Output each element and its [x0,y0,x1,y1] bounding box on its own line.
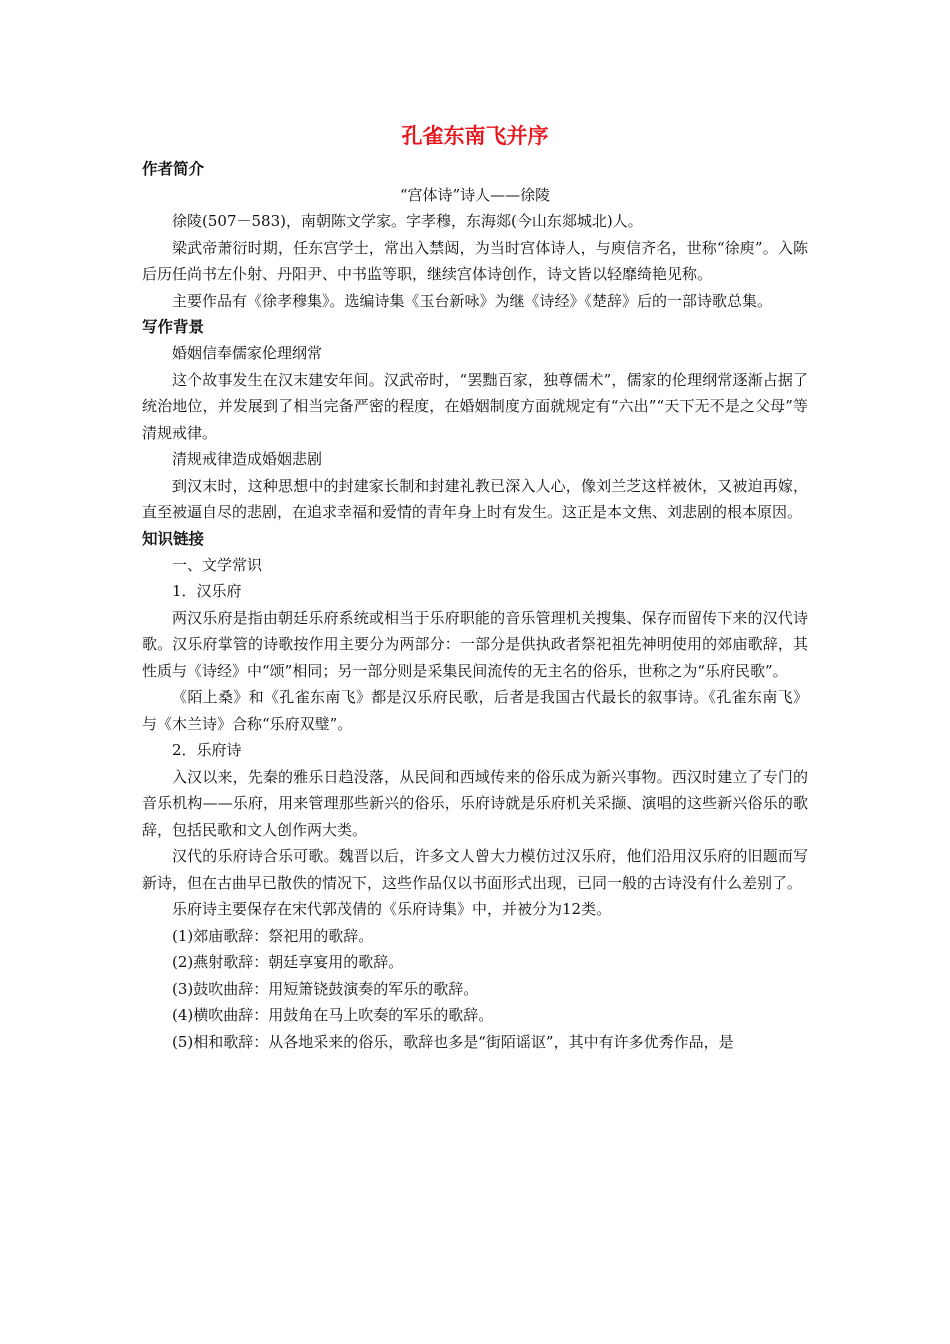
author-paragraph-3: 主要作品有《徐孝穆集》。选编诗集《玉台新咏》为继《诗经》《楚辞》后的一部诗歌总集。 [172,291,773,310]
document-page [142,118,808,1055]
author-subtitle: “宫体诗”诗人——徐陵 [399,186,551,204]
background-subheading-2: 清规戒律造成婚姻悲剧 [172,450,323,468]
knowledge-subheading-han-yuefu: 1．汉乐府 [172,582,242,600]
list-item: (4)横吹曲辞：用鼓角在马上吹奏的军乐的歌辞。 [172,1006,494,1024]
background-section [142,314,808,526]
knowledge-subheading-literary: 一、文学常识 [172,555,263,574]
knowledge-paragraph-4: 汉代的乐府诗合乐可歌。魏晋以后，许多文人曾大力模仿过汉乐府，他们沿用汉乐府的旧题而写新诗，但在古曲早已散佚的情况下，这些作品仅以书面形式出现，已同一般的古诗没有什么差别了。 [142,847,808,892]
list-item: (5)相和歌辞：从各地采来的俗乐，歌辞也多是“街陌谣讴”，其中有许多优秀作品，是 [172,1032,734,1051]
background-paragraph-1: 这个故事发生在汉末建安年间。汉武帝时，“罢黜百家，独尊儒术”，儒家的伦理纲常逐渐占据了统治地位，并发展到了相当完备严密的程度，在婚姻制度方面就规定有“六出”“天下无不是之父母”等清规戒律。 [142,370,808,442]
knowledge-paragraph-2: 《陌上桑》和《孔雀东南飞》都是汉乐府民歌，后者是我国古代最长的叙事诗。《孔雀东南飞》与《木兰诗》合称“乐府双璧”。 [142,688,808,733]
list-item: (2)燕射歌辞：朝廷享宴用的歌辞。 [172,953,404,971]
author-paragraph-1: 徐陵(507－583)，南朝陈文学家。字孝穆，东海郯(今山东郯城北)人。 [172,212,643,230]
section-heading-background: 写作背景 [142,318,205,336]
page-title: 孔雀东南飞并序 [401,124,549,148]
author-section [142,156,808,314]
author-paragraph-2: 梁武帝萧衍时期，任东宫学士，常出入禁闼，为当时宫体诗人，与庾信齐名，世称“徐庾”。入陈后历任尚书左仆射、丹阳尹、中书监等职，继续宫体诗创作，诗文皆以轻靡绮艳见称。 [142,238,808,283]
knowledge-paragraph-3: 入汉以来，先秦的雅乐日趋没落，从民间和西域传来的俗乐成为新兴事物。西汉时建立了专门的音乐机构——乐府，用来管理那些新兴的俗乐，乐府诗就是乐府机关采撷、演唱的这些新兴俗乐的歌辞，包括民歌和文人创作两大类。 [142,767,808,839]
list-item: (3)鼓吹曲辞：用短箫铙鼓演奏的军乐的歌辞。 [172,979,479,998]
background-subheading-1: 婚姻信奉儒家伦理纲常 [172,344,323,362]
knowledge-subheading-yuefu-poetry: 2．乐府诗 [172,741,242,759]
background-paragraph-2: 到汉末时，这种思想中的封建家长制和封建礼教已深入人心，像刘兰芝这样被休，又被迫再嫁，直至被逼自尽的悲剧，在追求幸福和爱情的青年身上时有发生。这正是本文焦、刘悲剧的根本原因。 [142,476,808,521]
section-heading-knowledge: 知识链接 [142,529,205,548]
knowledge-paragraph-1: 两汉乐府是指由朝廷乐府系统或相当于乐府职能的音乐管理机关搜集、保存而留传下来的汉代诗歌。汉乐府掌管的诗歌按作用主要分为两部分：一部分是供执政者祭祀祖先神明使用的郊庙歌辞，其性质与《诗经》中“颂”相同；另一部分则是采集民间流传的无主名的俗乐，世称之为“乐府民歌”。 [142,608,808,680]
knowledge-section [142,526,808,1056]
knowledge-paragraph-5: 乐府诗主要保存在宋代郭茂倩的《乐府诗集》中，并被分为12类。 [172,900,612,918]
list-item: (1)郊庙歌辞：祭祀用的歌辞。 [172,926,374,945]
section-heading-author: 作者简介 [142,160,205,178]
